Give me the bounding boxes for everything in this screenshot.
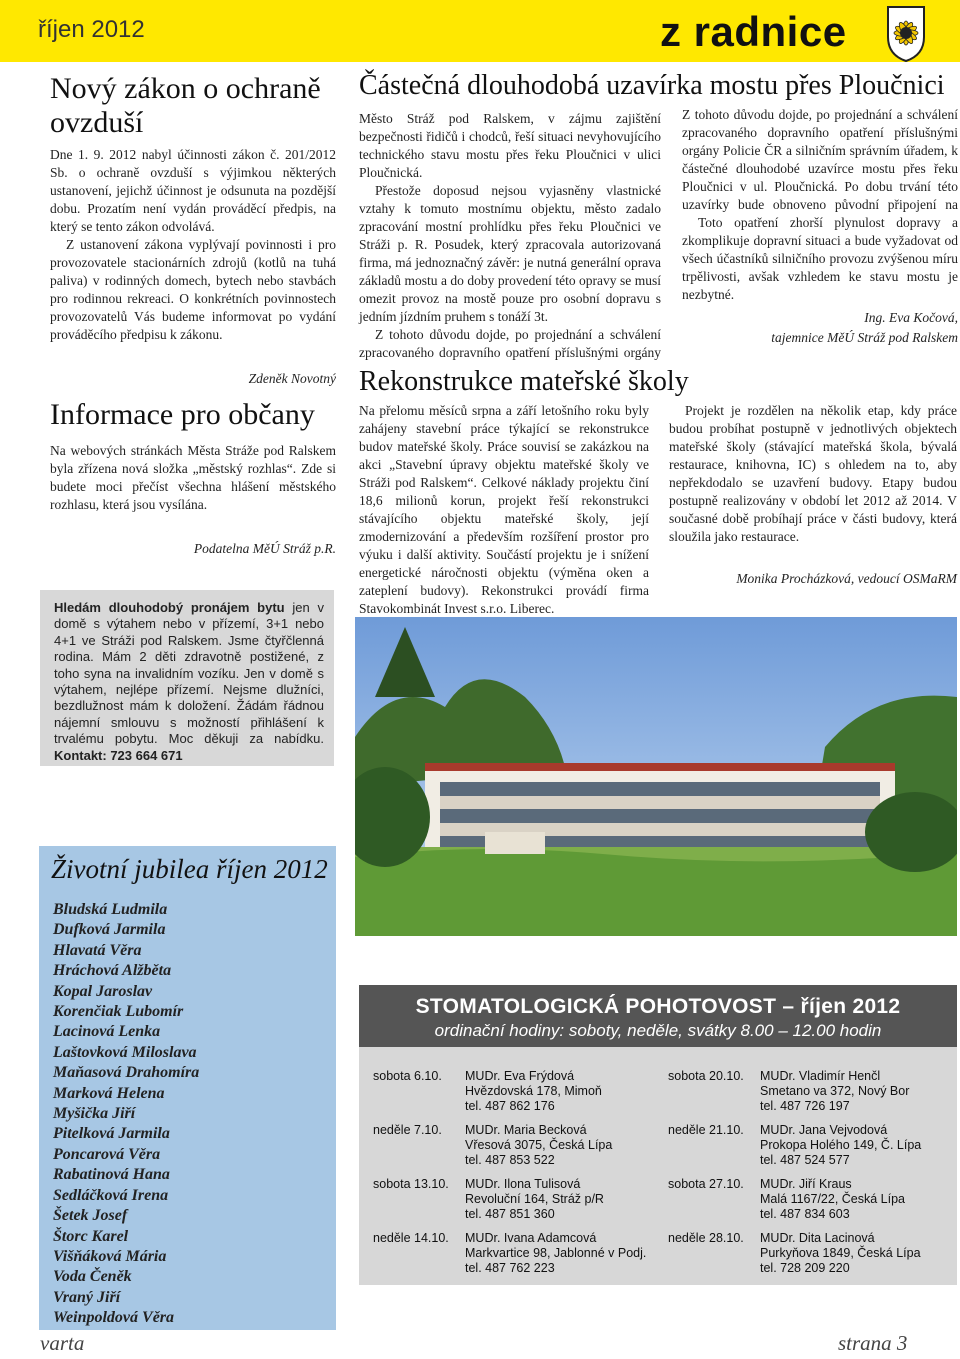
school-article-column-1 (359, 402, 649, 618)
dental-entry (373, 1177, 663, 1229)
jubilee-name: Myšička Jiří (53, 1105, 136, 1123)
jubilee-name: Šetek Josef (53, 1207, 128, 1225)
dental-doctor-info (760, 1231, 960, 1277)
dental-banner (359, 985, 957, 1047)
jubilee-name: Dufková Jarmila (53, 921, 166, 939)
jubilee-name: Voda Čeněk (53, 1268, 132, 1286)
issue-date: říjen 2012 (38, 16, 145, 43)
jubilee-name: Hlavatá Věra (53, 941, 142, 959)
air-article-paragraph: Dne 1. 9. 2012 nabyl účinnosti zákon č. 201/2012 Sb. o ochraně ovzduší s výjimkou některých ustanovení, jejichž účinnost je odsunuta na pozdější dobu. Prozatím není vydán prováděcí předpis, na který se tento zákon odvolává. (50, 147, 336, 234)
doctor-phone: tel. 728 209 220 (760, 1261, 850, 1276)
jubilee-name: Bludská Ludmila (53, 901, 168, 918)
dental-emergency-box (359, 985, 957, 1285)
dental-day: sobota 27.10. (668, 1177, 744, 1191)
bridge-article-paragraph: Město Stráž pod Ralskem, v zájmu zajištění bezpečnosti řidičů i chodců, řeší situaci nevyhovujícího technického stavu mostu přes řeku Ploučnici v ulici Ploučnická. (359, 111, 661, 180)
air-protection-article (50, 72, 336, 388)
dental-day: sobota 13.10. (373, 1177, 449, 1191)
dental-title: STOMATOLOGICKÁ POHOTOVOST – říjen 2012 (415, 995, 901, 1018)
classified-ad (40, 590, 334, 766)
jubilee-name: Kopal Jaroslav (53, 982, 153, 1000)
doctor-address: Purkyňova 1849, Česká Lípa (760, 1246, 921, 1261)
jubilee-name: Višňáková Mária (53, 1247, 167, 1265)
doctor-address: Vřesová 3075, Česká Lípa (465, 1138, 613, 1153)
doctor-phone: tel. 487 762 223 (465, 1261, 555, 1276)
ad-text (54, 600, 324, 764)
doctor-name: MUDr. Eva Frýdová (465, 1069, 575, 1083)
dental-doctor-info (465, 1123, 665, 1169)
doctor-address: Markvartice 98, Jablonné v Podj. (465, 1246, 647, 1261)
bridge-article-signature (682, 308, 958, 348)
dental-day: neděle 21.10. (668, 1123, 744, 1137)
school-article-paragraph: Projekt je rozdělen na několik etap, kdy práce budou probíhat postupně v jednotlivých objektech mateřské školy (stávající mateřská škola, bývalá restaurace, knihovna, IC) s ohledem na to, aby nepřekdodalo se uzavření budovy. Etapy budou postupně realizovány v období let 2012 až 2014. V současné době probíhají práce v části budovy, která sloužila jako restaurace. (669, 403, 957, 544)
ad-lead: Hledám dlouhodobý pronájem bytu (54, 600, 285, 615)
dental-day: neděle 14.10. (373, 1231, 449, 1245)
ad-contact: Kontakt: 723 664 671 (54, 747, 183, 763)
school-article-paragraph: Na přelomu měsíců srpna a září letošního roku byly zahájeny stavební práce týkající se rekonstrukce budov mateřské školy. Práce souvisí se zakázkou na akci „Stavební úpravy objektu mateřské školy ve Stráži pod Ralskem“. Celkové náklady projektu činí 18,6 milionů korun, projekt řeší rekonstrukci stávajícího objektu mateřské školy, její zmodernizování a především rozšíření prostor pro výuku i další aktivity. Součástí projektu je i snížení energetické náročnosti objektu (výměna oken a zateplení budovy). Rekonstrukci provádí firma Stavokombinát Invest s.r.o. Liberec. (359, 403, 649, 616)
kindergarten-building-photo (355, 617, 957, 936)
bridge-article-column-1 (359, 110, 661, 362)
sunflower-emblem-icon (866, 3, 946, 63)
dental-day: neděle 28.10. (668, 1231, 744, 1245)
doctor-name: MUDr. Ilona Tulisová (465, 1177, 581, 1191)
jubilee-name: Vraný Jiří (53, 1288, 121, 1306)
signature-role: tajemnice MěÚ Stráž pod Ralskem (771, 330, 958, 345)
info-article-paragraph: Na webových stránkách Města Stráže pod Ralskem byla zřízena nová složka „městský rozhlas“. Zde si budete moci přečíst všechna hlášení městského rozhlasu, která jsou vysílána. (50, 443, 336, 512)
doctor-address: Prokopa Holého 149, Č. Lípa (760, 1138, 922, 1153)
air-article-title: Nový zákon o ochraně ovzduší (50, 72, 321, 139)
header-bar (0, 0, 960, 62)
jubilee-name: Marková Helena (53, 1084, 165, 1102)
dental-doctor-info (465, 1069, 665, 1115)
jubilee-name: Laštovková Miloslava (53, 1043, 197, 1061)
dental-entry (373, 1123, 663, 1175)
dental-entry (668, 1123, 958, 1175)
doctor-phone: tel. 487 853 522 (465, 1153, 555, 1168)
doctor-name: MUDr. Jiří Kraus (760, 1177, 852, 1191)
bridge-article-paragraph: Z tohoto důvodu dojde, po projednání a schválení zpracovaného dopravního opatření příslušnými orgány (359, 327, 661, 360)
dental-entry (373, 1069, 663, 1121)
citizen-info-article (50, 398, 336, 558)
info-article-title: Informace pro občany (50, 398, 315, 431)
dental-doctor-info (760, 1123, 960, 1169)
jubilee-name-list (51, 900, 336, 1329)
dental-doctor-info (465, 1231, 665, 1277)
jubilee-name: Hráchová Alžběta (53, 962, 172, 980)
jubilee-name: Rabatinová Hana (53, 1166, 170, 1184)
bridge-article-paragraph: Přestože doposud nejsou vyjasněny vlastnické vztahy k tomuto mostnímu objektu, město zadalo zpracování mostní prohlídku přes řeku Ploučnici ve Stráži p. R. Posudek, který zpracovala autorizovaná firma, má jednoznačný závěr: je nutná generální oprava základů mostu a do doby provedení této opravy se musí omezit provoz na mostě pouze pro osobní dopravu s jedním jízdním pruhem s tonáží 3t. (359, 183, 661, 324)
dental-doctor-info (760, 1177, 960, 1223)
jubilee-title: Životní jubilea říjen 2012 (51, 854, 328, 884)
doctor-address: Malá 1167/22, Česká Lípa (760, 1192, 906, 1207)
jubilee-box (39, 846, 336, 1330)
ad-body: jen v domě s výtahem nebo v přízemí, 3+1 nebo 4+1 ve Stráži pod Ralskem. Jsme čtyřčlenná rodina. Mám 2 děti zdravotně postižené, z toho syna na invalidním vozíku. Jen v domě s výtahem, nejlépe přízemí. Nejsme dlužníci, bezdlužnost mám k doložení. Žádám řádnou nájemní smlouvu s možností přihlášení k trvalému pobytu. Moc děkuji za nabídku. (54, 600, 324, 747)
signature-name: Ing. Eva Kočová, (864, 310, 958, 325)
bridge-article-paragraph (682, 106, 958, 214)
bridge-article-paragraph: Toto opatření zhorší plynulost dopravy a zkomplikuje dopravní situaci a bude vyžadovat od všech účastníků silničního provozu zvýšenou míru trpělivosti, avšak vzhledem ke stavu mostu je nezbytné. (682, 215, 958, 302)
doctor-name: MUDr. Jana Vejvodová (760, 1123, 888, 1137)
air-article-paragraph: Z ustanovení zákona vyplývají povinnosti i pro provozovatele stacionárních zdrojů (kotlů na tuhá paliva) v rodinných domech, bytech nebo stavbách pro rodinnou rekreaci. O konkrétních povinnostech provozovatelů Vás budeme informovat po vydání prováděcího předpisu k zákonu. (50, 237, 336, 342)
jubilee-name: Korenčiak Lubomír (53, 1003, 184, 1021)
doctor-name: MUDr. Maria Becková (465, 1123, 587, 1137)
dental-day: sobota 20.10. (668, 1069, 744, 1083)
section-title: z radnice (660, 8, 847, 55)
dental-doctor-info (465, 1177, 665, 1223)
dental-entry (668, 1231, 958, 1283)
dental-day: sobota 6.10. (373, 1069, 442, 1083)
school-article-title: Rekonstrukce mateřské školy (359, 366, 689, 397)
bridge-article-column-2 (682, 106, 958, 348)
doctor-address: Revoluční 164, Stráž p/R (465, 1192, 604, 1207)
doctor-phone: tel. 487 726 197 (760, 1099, 850, 1114)
jubilee-name: Pitelková Jarmila (53, 1125, 170, 1143)
doctor-phone: tel. 487 524 577 (760, 1153, 850, 1168)
info-article-signature: Podatelna MěÚ Stráž p.R. (193, 541, 336, 556)
jubilee-name: Štorc Karel (53, 1227, 129, 1245)
jubilee-name: Sedláčková Irena (53, 1186, 169, 1204)
school-article-signature: Monika Procházková, vedoucí OSMaRM (736, 571, 957, 586)
dental-entry (668, 1177, 958, 1229)
doctor-address: Hvězdovská 178, Mimoň (465, 1084, 602, 1099)
doctor-phone: tel. 487 851 360 (465, 1207, 555, 1222)
jubilee-name: Weinpoldová Věra (53, 1309, 175, 1327)
doctor-name: MUDr. Vladimír Henčl (760, 1069, 881, 1083)
bridge-article-title: Částečná dlouhodobá uzavírka mostu přes Ploučnici (359, 70, 945, 101)
dental-entry (373, 1231, 663, 1283)
air-article-signature: Zdeněk Novotný (248, 371, 336, 386)
doctor-address: Smetano va 372, Nový Bor (760, 1084, 910, 1099)
dental-doctor-info (760, 1069, 960, 1115)
jubilee-name: Lacinová Lenka (53, 1023, 161, 1041)
bridge-article-continuation: Z tohoto důvodu dojde, po projednání a schválení zpracovaného dopravního opatření příslušnými orgány Policie ČR a silničním správním úřadem, k částečné dlouhodobé uzavírce mostu přes řeku Ploučnici v ul. Ploučnická. Po dobu trvání této uzavírky bude obnoveno původní připojení na (682, 107, 958, 212)
jubilee-name: Poncarová Věra (53, 1145, 161, 1163)
page-number: strana 3 (838, 1331, 908, 1355)
doctor-phone: tel. 487 834 603 (760, 1207, 850, 1222)
dental-day: neděle 7.10. (373, 1123, 442, 1137)
jubilee-name: Maňasová Drahomíra (53, 1064, 200, 1082)
doctor-name: MUDr. Ivana Adamcová (465, 1231, 597, 1245)
school-article-column-2 (669, 402, 957, 588)
dental-hours: ordinační hodiny: soboty, neděle, svátky 8.00 – 12.00 hodin (434, 1021, 882, 1040)
dental-entry (668, 1069, 958, 1121)
doctor-phone: tel. 487 862 176 (465, 1099, 555, 1114)
publication-name: varta (40, 1331, 85, 1355)
doctor-name: MUDr. Dita Lacinová (760, 1231, 875, 1245)
